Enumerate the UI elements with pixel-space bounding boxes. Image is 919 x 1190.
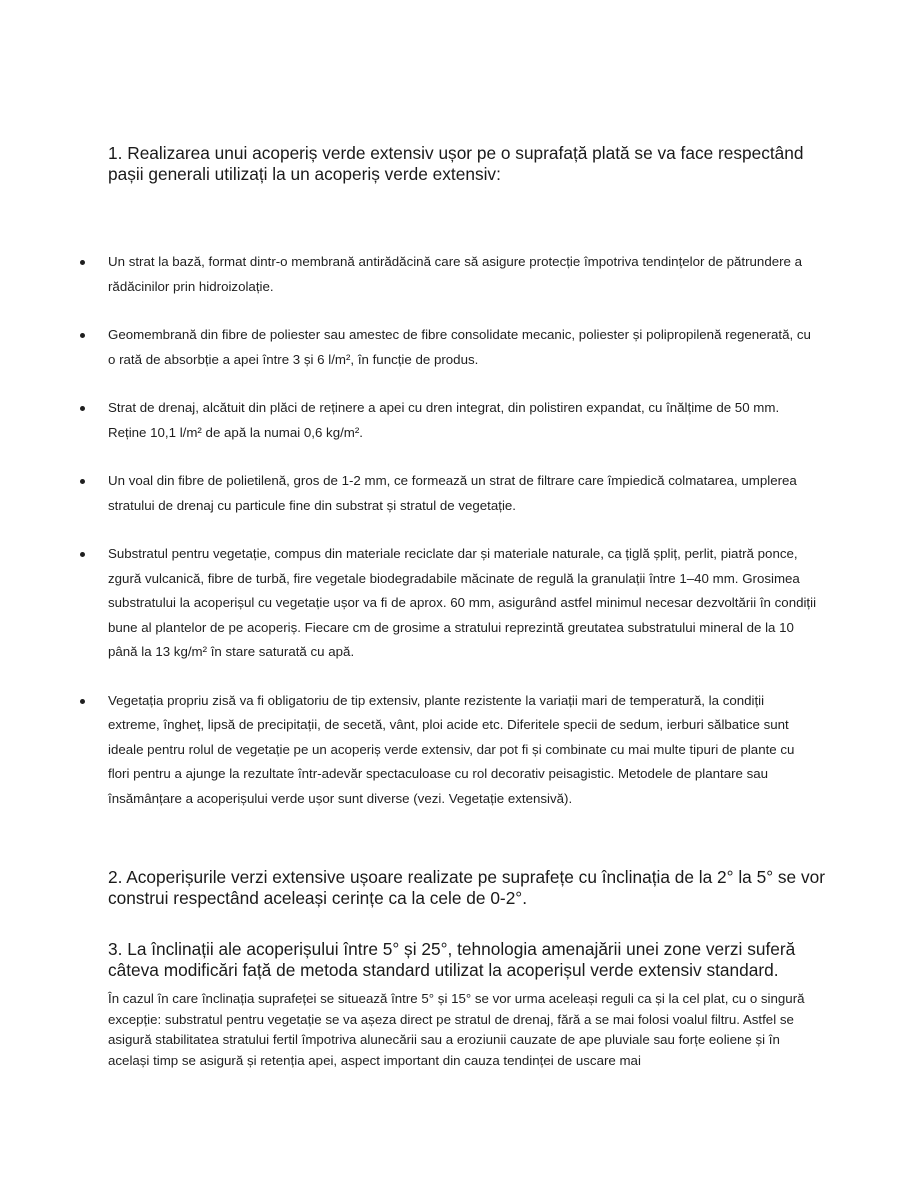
list-item-text: Vegetația propriu zisă va fi obligatoriu de tip extensiv, plante rezistente la variații mari de temperatură, la condiții extreme, îngheț, lipsă de precipitații, de secetă, vânt, ploi acide etc. Diferitele specii de sedum, ierburi sălbatice sunt ideale pentru rolul de vegetație pe un acoperiș verde extensiv, dar pot fi și combinate cu mai multe tipuri de plante cu flori pentru a ajunge la rezultate într-adevăr spectaculoase cu rol decorativ peisagistic. Metodele de plantare sau însămânțare a acoperișului verde ușor sunt diverse (vezi. Vegetație extensivă). — [108, 692, 795, 806]
bullet-dot-icon — [80, 552, 85, 557]
list-item — [0, 689, 818, 812]
list-item — [0, 469, 818, 518]
list-item-text: Geomembrană din fibre de poliester sau amestec de fibre consolidate mecanic, poliester și polipropilenă regenerată, cu o rată de absorbție a apei între 3 și 6 l/m², în funcție de produs. — [108, 327, 811, 367]
section-3-paragraph: În cazul în care înclinația suprafeței se situează între 5° și 15° se vor urma aceleași reguli ca și la cel plat, cu o singură excepție: substratul pentru vegetație se va așeza direct pe stratul de drenaj, fără a se mai folosi voalul filtru. Astfel se asigură stabilitatea stratului fertil împotriva alunecării sau a eroziunii cauzate de ape pluviale sau forțe eoliene și în același timp se asigură și retenția apei, aspect important din cauza tendinței de uscare mai — [108, 991, 805, 1068]
list-item-text: Substratul pentru vegetație, compus din materiale reciclate dar și materiale naturale, ca țiglă șpliț, perlit, piatră ponce, zgură vulcanică, fibre de turbă, fire vegetale biodegradabile măcinate de regulă la granulații între 1–40 mm. Grosimea substratului la acoperișul cu vegetație ușor va fi de aprox. 60 mm, asigurând astfel minimul necesar dezvoltării în condiții bune al plantelor de pe acoperiș. Fiecare cm de grosime a stratului reprezintă greutatea substratului mineral de la 10 până la 13 kg/m² în stare saturată cu apă. — [108, 546, 817, 659]
layer-list — [0, 250, 919, 811]
bullet-dot-icon — [80, 333, 85, 338]
bullet-dot-icon — [80, 260, 85, 265]
list-item — [0, 396, 818, 445]
bullet-dot-icon — [80, 479, 85, 484]
section-heading-3: 3. La înclinații ale acoperișului între 5° și 25°, tehnologia amenajării unei zone verzi suferă câteva modificări față de metoda standard utilizat la acoperișul verde extensiv standard. — [108, 939, 796, 980]
section-heading-2: 2. Acoperișurile verzi extensive ușoare realizate pe suprafețe cu înclinația de la 2° la 5° se vor construi respectând aceleași cerințe ca la cele de 0-2°. — [108, 867, 825, 908]
section-heading-1: 1. Realizarea unui acoperiș verde extensiv ușor pe o suprafață plată se va face respectând pașii generali utilizați la un acoperiș verde extensiv: — [108, 143, 804, 184]
list-item — [0, 250, 818, 299]
list-item — [0, 542, 818, 665]
list-item — [0, 323, 818, 372]
list-item-text: Un voal din fibre de polietilenă, gros de 1-2 mm, ce formează un strat de filtrare care împiedică colmatarea, umplerea stratului de drenaj cu particule fine din substrat și stratul de vegetație. — [108, 473, 797, 513]
list-item-text: Strat de drenaj, alcătuit din plăci de reținere a apei cu dren integrat, din polistiren expandat, cu înălțime de 50 mm. Reține 10,1 l/m² de apă la numai 0,6 kg/m². — [108, 400, 780, 440]
bullet-dot-icon — [80, 406, 85, 411]
bullet-dot-icon — [80, 699, 85, 704]
list-item-text: Un strat la bază, format dintr-o membrană antirădăcină care să asigure protecție împotriva tendințelor de pătrundere a rădăcinilor prin hidroizolație. — [108, 254, 803, 294]
